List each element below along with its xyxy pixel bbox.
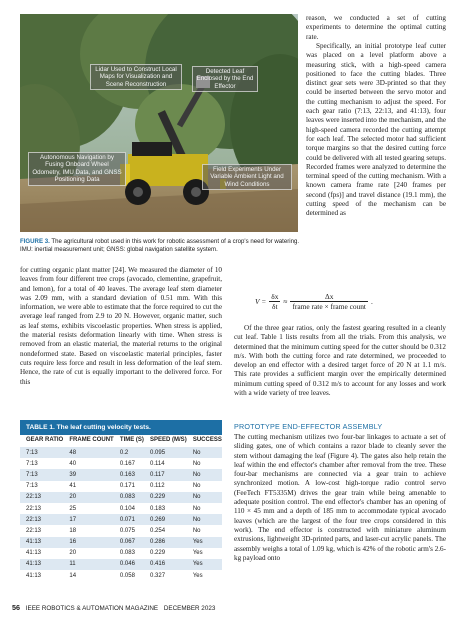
cell-speed: 0.254 — [150, 527, 166, 534]
cell-gear-ratio: 41:13 — [26, 561, 42, 568]
robot-field-photo — [20, 14, 298, 232]
right-column-paragraph-2: Specifically, an initial prototype leaf cutter was placed on a level platform above a measuring stick, with a high-speed camera positioned to face the cutting blades. Three distinct gear sets were 3D-printed so that they could be inserted between the servo motor and the cutting mechanism to adjust the speed. For each gear ratio (7:13, 22:13, and 41:13), four leaves were inserted into the mechanism, and the high-speed camera recorded the cutting attempt for each leaf. The selected motor had sufficient torque margins so that the desired cutting force could be delivered with all tested gearing setups. Recorded frames were analyzed to determine the terminal speed of the cutting mechanism. With a known camera frame rate [240 frames per second (fps)] and travel distance (19.1 mm), the cutting speed of the mechanism can be determined as — [306, 42, 446, 218]
table-row — [20, 458, 222, 469]
cell-gear-ratio: 22:13 — [26, 494, 42, 501]
cell-time: 0.083 — [119, 550, 135, 557]
speed-equation — [255, 292, 435, 311]
cell-frame-count: 14 — [69, 572, 77, 579]
figure-caption — [20, 238, 302, 253]
cell-time: 0.171 — [119, 483, 135, 490]
equation-dx: δx — [271, 292, 279, 301]
table-row — [20, 503, 222, 514]
cell-time: 0.067 — [119, 539, 135, 546]
cell-speed: 0.269 — [150, 516, 166, 523]
cell-gear-ratio: 41:13 — [26, 539, 42, 546]
table-title: TABLE 1. The leaf cutting velocity tests. — [20, 420, 222, 435]
table-grid — [20, 435, 222, 581]
page-footer — [12, 603, 215, 612]
table-row — [20, 469, 222, 480]
column-header-frame-count: FRAME COUNT — [69, 437, 114, 443]
cell-time: 0.071 — [119, 516, 135, 523]
cell-time: 0.058 — [119, 572, 135, 579]
cell-speed: 0.229 — [150, 494, 166, 501]
cell-frame-count: 39 — [69, 471, 77, 478]
figure-caption-label: FIGURE 3. — [20, 238, 50, 245]
cell-speed: 0.229 — [150, 550, 166, 557]
cell-gear-ratio: 41:13 — [26, 572, 42, 579]
cell-success: No — [192, 494, 201, 501]
cell-success: Yes — [192, 550, 203, 557]
table-header-row — [20, 435, 222, 447]
column-header-speed: SPEED (M/S) — [150, 437, 187, 443]
figure-label-field-experiments: Field Experiments Under Variable Ambient Light and Wind Conditions — [202, 164, 292, 190]
left-column-paragraph: for cutting organic plant matter [24]. We measured the diameter of 10 leaves from four different tree crops (avocado, clementine, grapefruit, and lemon), for a total of 40 leaves. The average leaf stem diameter was 2.09 mm, with a standard deviation of 0.51 mm. With this information, we were able to estimate that the force required to cut the average leaf ranged from 2.9 to 20 N. However, organic matter, such as leaf stems, exhibits viscoelastic properties. When stress is applied, the material resists deformation linearly with time. When stress is removed from an elastic material, the material returns to the original nondeformed state. Based on viscoelastic material principles, faster cuts require less force and result in less deformation of the leaf stem. Hence, the rate of cut is equally important to the delivered force. For this — [20, 266, 222, 386]
cell-time: 0.2 — [119, 449, 129, 456]
equation-denominator: frame rate × frame count — [292, 302, 366, 311]
equation-dt: δt — [272, 302, 278, 311]
figure-label-lidar: Lidar Used to Construct Local Maps for Visualization and Scene Reconstruction — [90, 64, 182, 90]
cell-time: 0.163 — [119, 471, 135, 478]
cell-frame-count: 17 — [69, 516, 77, 523]
equation-approx: ≈ — [283, 297, 288, 306]
cell-success: No — [192, 516, 201, 523]
orchard-scene-image — [20, 14, 298, 232]
figure-label-detected-leaf: Detected Leaf Enclosed by the End Effector — [192, 66, 258, 92]
cell-gear-ratio: 22:13 — [26, 527, 42, 534]
table-row — [20, 492, 222, 503]
cell-success: No — [192, 471, 201, 478]
cell-gear-ratio: 22:13 — [26, 516, 42, 523]
table-row — [20, 514, 222, 525]
table-row — [20, 525, 222, 536]
table-row — [20, 559, 222, 570]
table-row — [20, 548, 222, 559]
cell-success: No — [192, 449, 201, 456]
cell-gear-ratio: 7:13 — [26, 449, 38, 456]
right-column-paragraph-4: The cutting mechanism utilizes two four-bar linkages to actuate a set of sliding gates, one of which contains a razor blade to cleanly sever the stem without damaging the leaf (Figure 4). The gates also help retain the leaf within the end effector's chamber after removal from the tree. These four-bar mechanisms are connected via a gear train to achieve synchronized motion. A low-cost high-torque radio control servo (FeeTech FT5335M) drives the gear train while being amenable to adequate position control. The end effector's chamber has an opening of 110 × 45 mm and a depth of 185 mm to accommodate typical avocado leaves (which are the largest of the four tree crops considered in this work). The end effector is constructed with miniature aluminum extrusions, lightweight 3D-printed parts, and laser-cut acrylic panels. The assembly weighs a total of 1.09 kg, which is 42% of the robotic arm's 2.6-kg payload onto — [234, 433, 446, 562]
cell-success: No — [192, 460, 201, 467]
cell-speed: 0.183 — [150, 505, 166, 512]
cell-time: 0.083 — [119, 494, 135, 501]
cell-success: Yes — [192, 561, 203, 568]
cell-frame-count: 20 — [69, 494, 77, 501]
cell-gear-ratio: 22:13 — [26, 505, 42, 512]
figure-caption-text: The agricultural robot used in this work for robotic assessment of a crop's need for watering. IMU: inertial measurement unit; GNSS: global navigation satellite system. — [20, 238, 300, 253]
column-header-gear-ratio: GEAR RATIO — [26, 437, 64, 443]
leaf-cutting-table — [20, 420, 222, 581]
cell-success: No — [192, 527, 201, 534]
cell-time: 0.075 — [119, 527, 135, 534]
cell-gear-ratio: 7:13 — [26, 460, 38, 467]
issue-date: DECEMBER 2023 — [163, 605, 216, 612]
page-number: 56 — [12, 603, 20, 612]
column-header-success: SUCCESS — [192, 437, 222, 443]
table-row — [20, 481, 222, 492]
cell-success: Yes — [192, 539, 203, 546]
table-body — [20, 447, 222, 581]
magazine-name: IEEE ROBOTICS & AUTOMATION MAGAZINE — [25, 605, 159, 612]
figure-label-autonomous-navigation: Autonomous Navigation by Fusing Onboard Wheel Odometry, IMU Data, and GNSS Positioning Data — [28, 152, 126, 186]
cell-frame-count: 16 — [69, 539, 77, 546]
equation-lhs: V = — [255, 297, 267, 306]
cell-gear-ratio: 41:13 — [26, 550, 42, 557]
cell-speed: 0.095 — [150, 449, 166, 456]
cell-frame-count: 41 — [69, 483, 77, 490]
cell-frame-count: 40 — [69, 460, 77, 467]
cell-speed: 0.112 — [150, 483, 165, 490]
equation-numerator: Δx — [290, 292, 368, 302]
cell-speed: 0.416 — [150, 561, 166, 568]
cell-speed: 0.114 — [150, 460, 165, 467]
cell-frame-count: 11 — [69, 561, 76, 568]
table-row — [20, 537, 222, 548]
column-header-time: TIME (S) — [119, 437, 144, 443]
equation-derivative — [269, 292, 280, 311]
right-column-paragraph-3: Of the three gear ratios, only the fastest gearing resulted in a cleanly cut leaf. Table 1 lists results from all the trials. From this analysis, we determined that the minimum cutting speed for the cutter should be 0.312 m/s. With both the cutting force and rate determined, we proceeded to develop an end effector with a desired target force of 20 N at 1.1 m/s. This rate provides a sufficient margin over the empirically determined minimum cutting speed of 0.312 m/s to account for any losses and work with a wide variety of tree leaves. — [234, 324, 446, 398]
cell-speed: 0.327 — [150, 572, 166, 579]
table-row — [20, 570, 222, 581]
cell-time: 0.104 — [119, 505, 135, 512]
cell-gear-ratio: 7:13 — [26, 483, 38, 490]
cell-time: 0.046 — [119, 561, 135, 568]
table-row — [20, 447, 222, 458]
cell-gear-ratio: 7:13 — [26, 471, 38, 478]
cell-success: No — [192, 483, 201, 490]
right-column-paragraph-1: reason, we conducted a set of cutting experiments to determine the optimal cutting rate. — [306, 14, 446, 41]
cell-time: 0.167 — [119, 460, 135, 467]
cell-speed: 0.117 — [150, 471, 165, 478]
cell-success: No — [192, 505, 201, 512]
equation-ratio — [290, 292, 368, 311]
cell-speed: 0.286 — [150, 539, 166, 546]
cell-frame-count: 25 — [69, 505, 77, 512]
section-heading: PROTOTYPE END-EFFECTOR ASSEMBLY — [234, 422, 383, 431]
cell-success: Yes — [192, 572, 203, 579]
cell-frame-count: 18 — [69, 527, 77, 534]
equation-end: . — [371, 297, 373, 306]
cell-frame-count: 48 — [69, 449, 77, 456]
cell-frame-count: 20 — [69, 550, 77, 557]
